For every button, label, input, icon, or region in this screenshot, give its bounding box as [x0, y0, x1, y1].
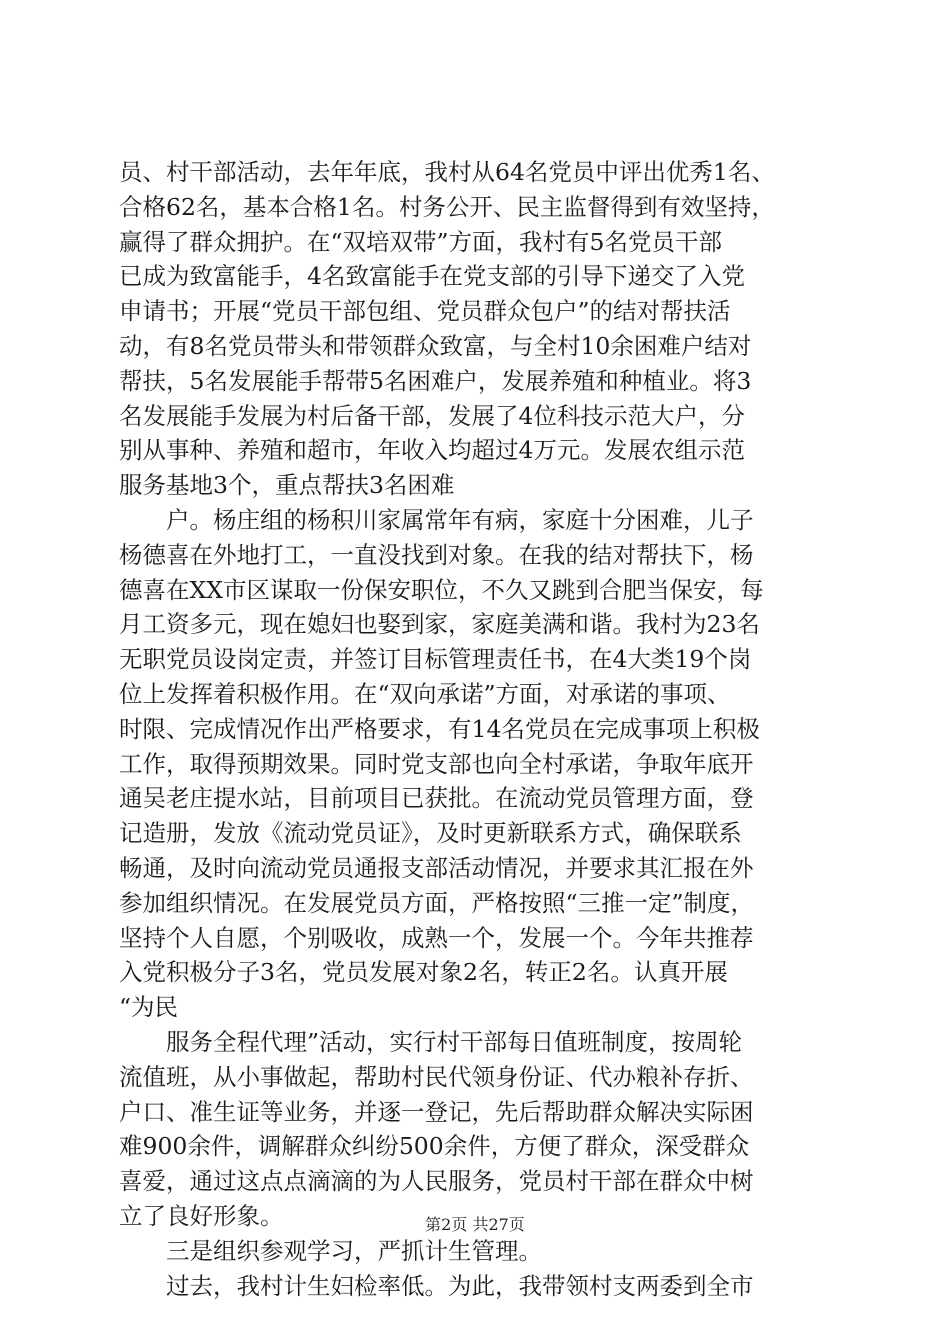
- text-line: 已成为致富能手，4名致富能手在党支部的引导下递交了入党: [119, 262, 745, 291]
- text-line: 户口、准生证等业务，并逐一登记，先后帮助群众解决实际困: [119, 1097, 754, 1126]
- text-line: 难900余件，调解群众纠纷500余件，方便了群众，深受群众: [119, 1132, 750, 1161]
- page-footer: 第2页 共27页: [425, 1215, 525, 1234]
- text-line: 别从事种、养殖和超市，年收入均超过4万元。发展农组示范: [119, 436, 745, 465]
- text-line: 服务基地3个，重点帮扶3名困难: [119, 471, 455, 500]
- text-line: 合格62名，基本合格1名。村务公开、民主监督得到有效坚持，: [119, 192, 775, 221]
- text-line: 位上发挥着积极作用。在“双向承诺”方面，对承诺的事项、: [119, 679, 731, 708]
- text-line: 工作，取得预期效果。同时党支部也向全村承诺，争取年底开: [119, 749, 754, 778]
- text-line: 无职党员设岗定责，并签订目标管理责任书，在4大类19个岗: [119, 645, 752, 674]
- text-line: 申请书；开展“党员干部包组、党员群众包户”的结对帮扶活: [119, 297, 731, 326]
- text-line: 杨德喜在外地打工，一直没找到对象。在我的结对帮扶下，杨: [119, 540, 754, 569]
- text-line: 员、村干部活动，去年年底，我村从64名党员中评出优秀1名、: [119, 158, 775, 186]
- text-line: 立了良好形象。: [119, 1201, 284, 1230]
- text-line: 记造册，发放《流动党员证》，及时更新联系方式，确保联系: [119, 819, 742, 848]
- text-line: 月工资多元，现在媳妇也娶到家，家庭美满和谐。我村为23名: [119, 610, 760, 639]
- text-line: 服务全程代理”活动，实行村干部每日值班制度，按周轮: [166, 1027, 743, 1056]
- text-line: 畅通，及时向流动党员通报支部活动情况，并要求其汇报在外: [119, 853, 754, 882]
- text-line: 过去，我村计生妇检率低。为此，我带领村支两委到全市: [166, 1271, 754, 1300]
- text-line: 通吴老庄提水站，目前项目已获批。在流动党员管理方面，登: [119, 784, 754, 813]
- text-line: 动，有8名党员带头和带领群众致富，与全村10余困难户结对: [119, 331, 752, 360]
- document-body: [119, 155, 839, 1303]
- text-line: 名发展能手发展为村后备干部，发展了4位科技示范大户，分: [119, 401, 745, 430]
- text-line: 时限、完成情况作出严格要求，有14名党员在完成事项上积极: [119, 714, 760, 743]
- text-line: 流值班，从小事做起，帮助村民代领身份证、代办粮补存折、: [119, 1062, 754, 1091]
- text-line: 坚持个人自愿，个别吸收，成熟一个，发展一个。今年共推荐: [119, 923, 754, 952]
- text-line: 户。杨庄组的杨积川家属常年有病，家庭十分困难，儿子: [166, 505, 754, 534]
- text-line: 帮扶，5名发展能手帮带5名困难户，发展养殖和种植业。将3: [119, 366, 752, 395]
- text-line: 三是组织参观学习，严抓计生管理。: [166, 1236, 542, 1265]
- text-line: “为民: [119, 993, 179, 1022]
- text-line: 喜爱，通过这点点滴滴的为人民服务，党员村干部在群众中树: [119, 1167, 754, 1196]
- text-line: 入党积极分子3名，党员发展对象2名，转正2名。认真开展: [119, 958, 728, 987]
- text-line: 赢得了群众拥护。在“双培双带”方面，我村有5名党员干部: [119, 227, 722, 256]
- text-line: 德喜在XX市区谋取一份保安职位，不久又跳到合肥当保安，每: [119, 575, 764, 604]
- text-line: 参加组织情况。在发展党员方面，严格按照“三推一定”制度，: [119, 888, 755, 917]
